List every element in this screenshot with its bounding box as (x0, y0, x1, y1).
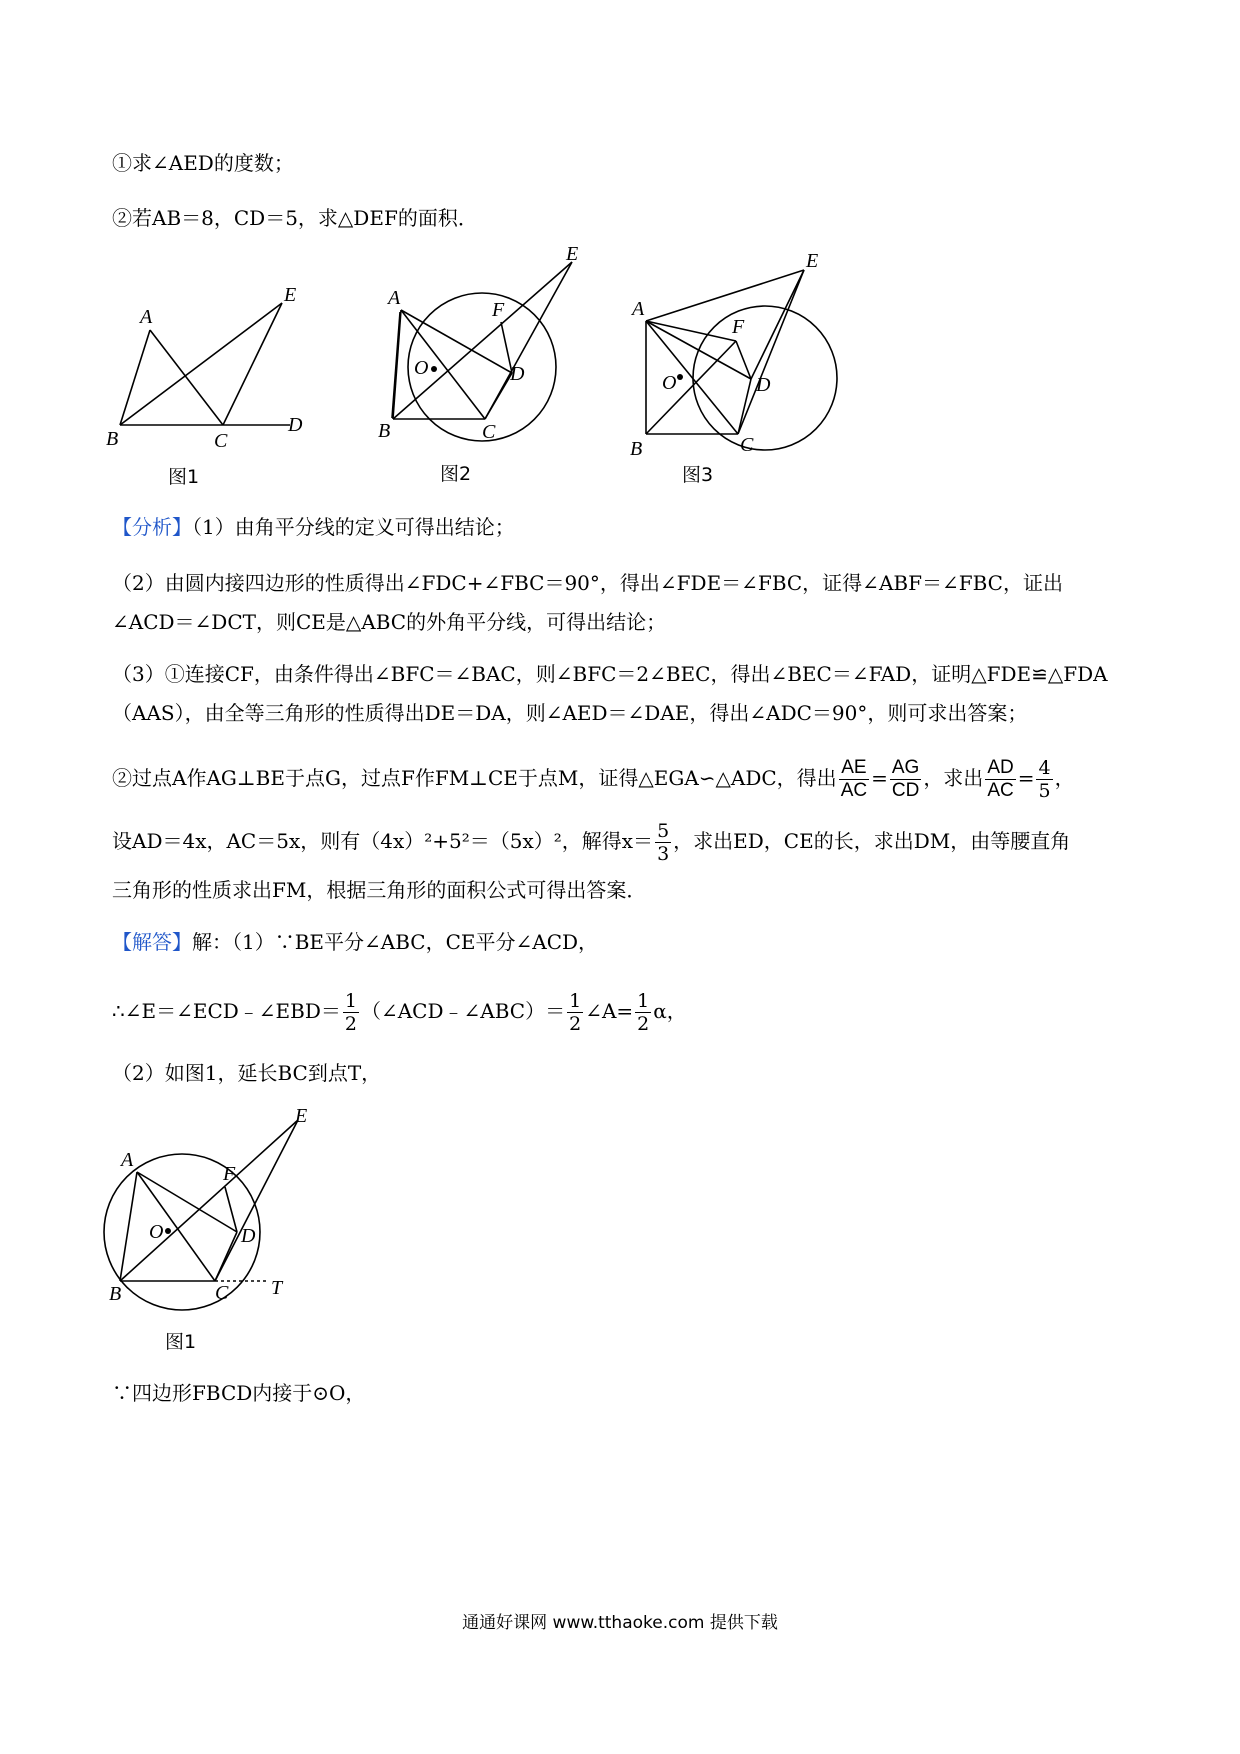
fig1-label-B: B (106, 428, 119, 450)
fraction-5-3: $\frac{5}{3}$ (657, 820, 670, 865)
analysis-tag: 【分析】 (112, 515, 192, 539)
fraction-1-2-b: $\frac{1}{2}$ (569, 990, 582, 1035)
fig1-label-D: D (288, 414, 303, 436)
answer-l2-text-a: ∴∠E＝∠ECD﹣∠EBD＝ (112, 999, 341, 1023)
fig3-label-D: D (756, 374, 771, 396)
analysis-p4-text-a: ②过点A作AG⊥BE于点G，过点F作FM⊥CE于点M，证得△EGA∽△ADC，得出 (112, 766, 837, 790)
fig2-label-B: B (378, 420, 391, 442)
fig2-label-C: C (482, 421, 496, 443)
answer-l2-text-c: ∠A= (585, 999, 634, 1023)
fig1-label-A: A (140, 306, 153, 328)
fig2-label-O: O (414, 357, 429, 379)
analysis-p5-text-a: 设AD＝4x，AC＝5x，则有（4x）²+5²＝（5x）²，解得x＝ (112, 829, 654, 853)
answer-l2-text-b: （∠ACD﹣∠ABC）＝ (360, 999, 566, 1023)
fig3-label-C: C (740, 434, 754, 456)
analysis-p3-line2: （AAS），由全等三角形的性质得出DE＝DA，则∠AED＝∠DAE，得出∠ADC＝90°，则可求出答案； (112, 701, 1028, 725)
fraction-ae-ac: $\frac{AE}{AC}$ (840, 757, 868, 801)
answer-line-2 (112, 990, 1150, 1035)
fig2-caption: 图2 (440, 463, 472, 485)
fraction-1-2-c: $\frac{1}{2}$ (637, 990, 650, 1035)
answer-tag: 【解答】 (112, 930, 192, 954)
answer-l2-text-d: α， (653, 999, 687, 1023)
fig2-label-E: E (566, 243, 579, 265)
analysis-p1: （1）由角平分线的定义可得出结论； (192, 515, 515, 539)
fig4-label-D: D (241, 1225, 256, 1247)
fig4-label-A: A (121, 1149, 134, 1171)
analysis-p3-line1: （3）①连接CF，由条件得出∠BFC＝∠BAC，则∠BFC＝2∠BEC，得出∠BEC＝∠FAD，证明△FDE≌△FDA (112, 662, 1108, 686)
analysis-p4-text-b: ，求出 (923, 766, 984, 790)
analysis-p5-text-b: ，求出ED，CE的长，求出DM，由等腰直角 (673, 829, 1071, 853)
fig1-label-E: E (284, 284, 297, 306)
fig3-label-E: E (806, 250, 819, 272)
answer-l1: 解：（1）∵BE平分∠ABC，CE平分∠ACD， (192, 930, 599, 954)
fig4-caption: 图1 (165, 1331, 197, 1353)
fig4-label-F: F (223, 1163, 236, 1185)
analysis-line-1 (112, 512, 1150, 542)
fig4-label-O: O (149, 1221, 164, 1243)
fig3-label-O: O (662, 372, 677, 394)
fraction-4-5: $\frac{4}{5}$ (1038, 757, 1051, 802)
figure-1 (106, 284, 350, 495)
analysis-p6: 三角形的性质求出FM，根据三角形的面积公式可得出答案． (112, 878, 647, 902)
fig2-label-F: F (492, 299, 505, 321)
analysis-p2-line2: ∠ACD＝∠DCT，则CE是△ABC的外角平分线，可得出结论； (112, 610, 667, 634)
fig4-label-E: E (295, 1105, 308, 1127)
analysis-p5 (112, 820, 1150, 865)
analysis-p2-line1: （2）由圆内接四边形的性质得出∠FDC+∠FBC＝90°，得出∠FDE＝∠FBC，证得∠ABF＝∠FBC，证出 (112, 571, 1063, 595)
equals-sign: = (871, 766, 888, 790)
figure-2 (378, 240, 660, 495)
fig4-label-B: B (109, 1283, 122, 1305)
fraction-ag-cd: $\frac{AG}{CD}$ (891, 757, 920, 801)
fig3-label-A: A (632, 298, 645, 320)
fraction-ad-ac: $\frac{AD}{AC}$ (987, 757, 1014, 801)
fig3-label-F: F (732, 316, 745, 338)
fig3-label-B: B (630, 438, 643, 460)
fig4-label-C: C (215, 1282, 229, 1304)
figure-3 (630, 245, 950, 495)
fig4-label-T: T (271, 1277, 283, 1299)
fig3-caption: 图3 (682, 464, 714, 486)
fig2-label-A: A (388, 287, 401, 309)
question-1: ①求∠AED的度数； (112, 151, 294, 175)
fig1-label-C: C (214, 430, 228, 452)
answer-line-1 (112, 927, 1150, 957)
page-footer: 通通好课网 www.tthaoke.com 提供下载 (462, 1613, 778, 1633)
analysis-p4: ②过点A作AG⊥BE于点G，过点F作FM⊥CE于点M，证得△EGA∽△ADC，得出 $\frac{AE}{AC}$ = $\frac{AG}{CD}$ ，求出 $\frac{AD}{AC}$ = $\frac{4}{5}$ ， (112, 757, 1075, 802)
fig1-caption: 图1 (168, 466, 200, 488)
answer-line-4: ∵四边形FBCD内接于⊙O， (112, 1381, 366, 1405)
question-2: ②若AB＝8，CD＝5，求△DEF的面积． (112, 206, 478, 230)
fraction-1-2-a: $\frac{1}{2}$ (344, 990, 357, 1035)
figure-4 (95, 1100, 355, 1360)
fig2-label-D: D (510, 363, 525, 385)
answer-line-3: （2）如图1，延长BC到点T， (112, 1061, 382, 1085)
